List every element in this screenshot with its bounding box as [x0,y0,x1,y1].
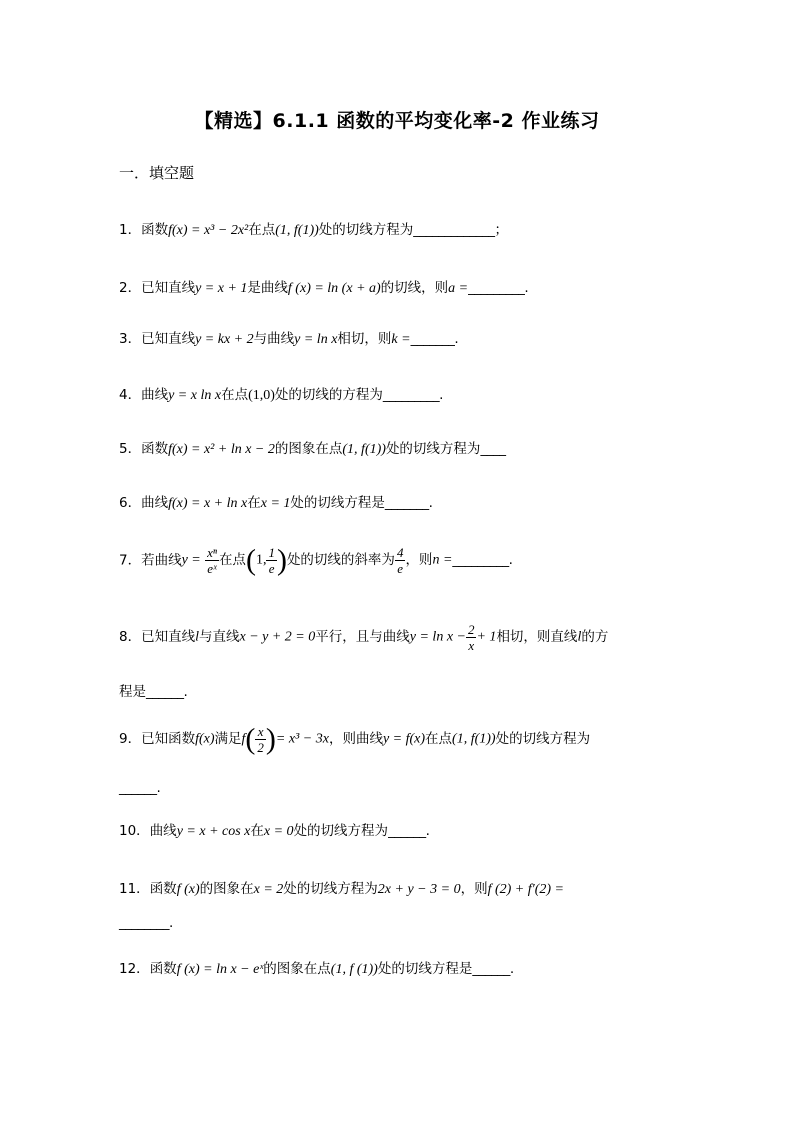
math-expression: l [195,629,199,645]
question-text: 函数 [149,881,177,897]
math-expression: (1,0) [248,388,275,403]
question-text: 在点 [425,730,453,747]
paren-left: ( [245,722,256,756]
question-number: 2． [119,280,142,296]
question-text: 处的切线方程为 [385,441,481,457]
question-text: 的图象在 [199,881,254,897]
math-expression: f(x) = x³ − 2x² [168,223,249,238]
answer-blank: _______ [410,331,455,347]
question-text: 已知直线 [141,280,196,296]
math-expression: f(x) [195,731,215,747]
math-expression: y = kx + 2 [195,332,254,347]
math-expression: f (x) = ln (x + a) [287,281,381,296]
answer-blank: ______ [119,780,157,796]
question-1 [119,224,508,238]
question-text: 的切线，则 [380,280,449,296]
question-8-continued [119,680,188,700]
math-expression: y = x ln x [168,388,222,403]
question-text: 函数 [141,222,169,238]
fraction-denominator: e [397,561,404,576]
question-text: 处的切线方程是 [377,961,473,977]
section-heading: 一．填空题 [119,164,195,182]
math-expression: a = [448,281,469,296]
question-text: ，则 [405,551,433,568]
math-expression: y = ln x − [409,629,466,645]
question-text: 的图象在点 [274,441,343,457]
answer-blank: ______ [146,684,184,700]
math-expression: f [241,731,246,747]
fraction-denominator: e [268,561,275,576]
math-expression: y = x + cos x [176,824,251,839]
question-text: 的方 [581,628,609,645]
question-text: 处的切线方程为 [293,823,389,839]
math-expression: x = 1 [260,496,291,511]
question-text: 在点 [218,551,246,568]
punctuation: . [425,823,430,839]
question-2 [119,282,529,296]
math-expression: (1, f(1)) [342,442,386,457]
question-text: 是曲线 [247,280,288,296]
punctuation: . [509,961,515,977]
question-text: ，则曲线 [328,730,383,747]
question-number: 8． [119,628,142,645]
math-expression: + 1 [476,629,497,645]
question-11 [119,883,564,897]
answer-blank: _________ [382,387,440,403]
math-expression: x = 0 [263,824,294,839]
fraction [395,545,406,576]
question-4 [119,389,443,403]
punctuation: . [454,331,459,347]
question-5 [119,443,505,457]
paren-left: ( [245,543,256,577]
question-text: 处的切线方程为 [283,881,378,897]
math-expression: f (2) + f′(2) = [487,882,564,897]
punctuation: ； [494,222,509,238]
question-text: 已知直线 [141,331,196,347]
question-text: 已知函数 [141,730,196,747]
fraction [266,545,277,576]
fraction [255,724,266,755]
question-text: 曲线 [141,387,169,403]
math-expression: n = [432,552,453,568]
punctuation: . [508,551,513,568]
math-expression: = x³ − 3x [275,731,329,747]
question-text: 在点 [248,222,276,238]
question-9-continued [119,780,161,796]
question-12 [119,963,514,977]
punctuation: . [169,915,174,931]
question-text: 曲线 [149,823,177,839]
question-text: ，则 [460,881,488,897]
question-10 [119,825,430,839]
question-text: 处的切线方程为 [318,222,414,238]
question-text: 处的切线的斜率为 [286,551,395,568]
fraction-denominator: x [468,638,475,653]
fraction-numerator: 2 [467,622,475,637]
math-expression: y = ln x [294,332,338,347]
answer-blank: _________ [468,280,525,296]
question-3 [119,333,459,347]
question-number: 4． [119,387,142,403]
question-number: 11． [119,881,150,897]
fraction [205,545,219,576]
question-number: 7． [119,552,142,569]
fraction-denominator: 2 [257,740,264,755]
question-text: 在 [250,823,264,839]
question-text: 程是 [119,684,146,700]
math-expression: 1, [255,552,267,568]
punctuation: . [183,684,188,700]
question-text: 处的切线方程是 [290,495,385,511]
question-text: 满足 [214,730,242,747]
question-number: 12． [119,961,150,977]
question-number: 1． [119,222,142,238]
math-expression: y = [181,552,201,568]
answer-blank: ______ [388,823,426,839]
fraction-denominator: eˣ [207,561,217,576]
fraction-numerator: 1 [268,545,275,560]
question-text: 曲线 [141,495,169,511]
math-expression: (1, f(1)) [275,223,319,238]
question-7 [119,545,513,576]
fraction [466,622,477,653]
math-expression: 2x + y − 3 = 0 [377,882,461,897]
question-text: 相切，则直线 [496,628,578,645]
answer-blank: _________ [452,551,509,568]
question-text: 与曲线 [253,331,295,347]
punctuation: . [156,780,161,796]
question-text: 在 [247,495,261,511]
question-text: 函数 [149,961,177,977]
question-6 [119,497,433,511]
question-8 [119,622,608,653]
question-number: 6． [119,495,142,511]
punctuation: . [439,387,444,403]
page-title: 【精选】6.1.1 函数的平均变化率-2 作业练习 [194,110,600,132]
answer-blank: ______ [472,961,510,977]
question-9 [119,724,590,755]
fraction-numerator: xⁿ [207,545,217,560]
math-expression: l [577,629,582,645]
punctuation: . [428,495,433,511]
question-text: 函数 [141,441,169,457]
math-expression: y = x + 1 [195,281,248,296]
math-expression: f (x) = ln x − eˣ [176,962,264,977]
question-text: 若曲线 [141,552,182,569]
question-number: 3． [119,331,142,347]
fraction-numerator: x [255,724,266,740]
question-text: 与直线 [198,628,240,645]
answer-blank: ____ [480,441,506,457]
math-expression: f(x) = x² + ln x − 2 [168,442,275,457]
fraction-numerator: 4 [396,545,404,560]
question-text: 处的切线的方程为 [274,387,383,403]
question-text: 平行，且与曲线 [315,628,410,645]
question-number: 9． [119,730,142,747]
paren-right: ) [265,722,276,756]
answer-blank: ________ [119,915,169,931]
math-expression: y = f(x) [382,731,426,747]
math-expression: x = 2 [253,882,284,897]
question-text: 已知直线 [141,628,196,645]
answer-blank: _______ [384,495,429,511]
question-text: 在点 [221,387,249,403]
math-expression: (1, f (1)) [330,962,378,977]
math-expression: f(x) = x + ln x [168,496,248,511]
math-expression: x − y + 2 = 0 [239,629,316,645]
question-number: 10． [119,823,150,839]
question-text: 相切，则 [337,331,392,347]
punctuation: . [524,280,529,296]
question-number: 5． [119,441,142,457]
question-text: 处的切线方程为 [495,730,591,747]
math-expression: f (x) [176,882,200,897]
question-11-continued [119,915,173,931]
math-expression: (1, f(1)) [452,731,496,747]
paren-right: ) [276,543,287,577]
question-text: 的图象在点 [263,961,331,977]
math-expression: k = [391,332,411,347]
answer-blank: _____________ [413,222,495,238]
